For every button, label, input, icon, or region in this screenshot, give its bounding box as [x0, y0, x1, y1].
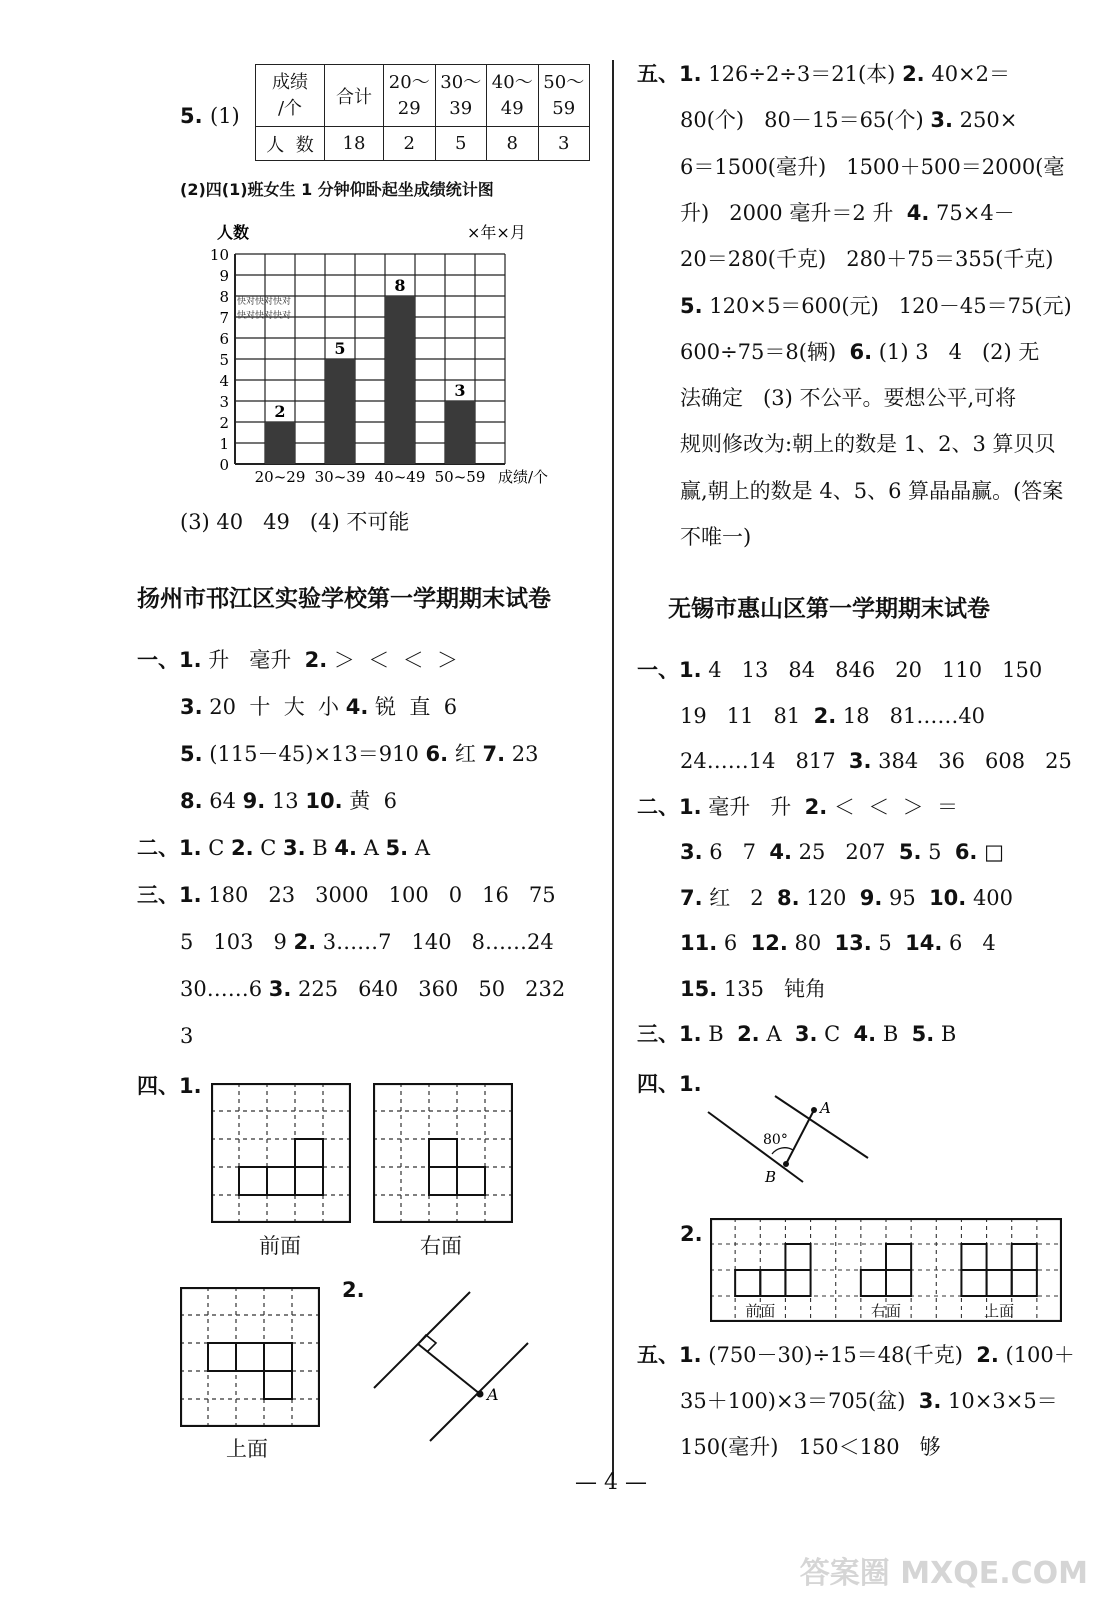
- question-number: 3.: [848, 749, 872, 773]
- answer-text: 35＋100)×3＝705(盆): [680, 1389, 919, 1413]
- bar-chart: [205, 218, 605, 498]
- answer-line: [680, 201, 1015, 225]
- answer-line: [180, 930, 554, 954]
- answer-text: □: [977, 840, 1004, 864]
- y-tick-label: 7: [219, 309, 229, 327]
- answer-text: (1) 3 4 (2) 无: [872, 339, 1040, 364]
- q4-2-label-left: 2.: [342, 1278, 365, 1302]
- answer-text: 23: [505, 742, 539, 766]
- shape-cell: [861, 1270, 886, 1296]
- table-header: 合计: [325, 65, 384, 127]
- top-view-grid: [180, 1287, 320, 1427]
- answer-line: [637, 62, 1010, 86]
- y-tick-label: 3: [219, 393, 229, 411]
- question-number: 五、1.: [637, 1343, 702, 1367]
- grid-frame: [181, 1288, 319, 1426]
- shape-cell: [239, 1167, 267, 1195]
- answer-text: A: [408, 836, 430, 860]
- chart-date-label: ×年×月: [467, 223, 526, 242]
- bar-value-label: 2: [274, 402, 286, 421]
- answer-text: 6 4: [942, 931, 996, 955]
- question-number: 2.: [304, 648, 328, 672]
- answer-text: 升 毫升: [201, 648, 305, 672]
- question-number: 12.: [750, 931, 788, 955]
- answer-line: [680, 886, 1013, 910]
- answer-text: A: [357, 836, 386, 860]
- section-title-right: 无锡市惠山区第一学期期末试卷: [668, 596, 990, 622]
- answer-text: 384 36 608 25: [871, 749, 1072, 773]
- question-number: 2.: [902, 62, 925, 86]
- answer-text: C: [253, 836, 284, 860]
- bar: [385, 296, 415, 464]
- answer-line: [680, 840, 1004, 864]
- answer-text: 锐 直 6: [368, 695, 458, 719]
- x-tick-label: 40~49: [374, 468, 426, 486]
- y-tick-label: 2: [219, 414, 229, 432]
- question-number: 15.: [680, 976, 718, 1001]
- watermark: 答案圈 MXQE.COM: [799, 1556, 1088, 1591]
- answer-text: 126÷2÷3＝21(本): [701, 62, 903, 86]
- bar-value-label: 8: [394, 276, 406, 295]
- question-number: 4.: [853, 1022, 877, 1046]
- answer-text: 毫升 升: [701, 794, 805, 819]
- y-tick-label: 4: [219, 372, 229, 390]
- answer-line: [180, 977, 565, 1001]
- question-number: 13.: [834, 931, 872, 955]
- question-number: 4.: [345, 695, 369, 719]
- view-label: 右面: [870, 1302, 902, 1320]
- y-tick-label: 6: [219, 330, 229, 348]
- shape-cell: [295, 1167, 323, 1195]
- shape-cell: [735, 1270, 760, 1296]
- point-a-label: A: [487, 1385, 499, 1404]
- chart-scribble: 快对快对快对: [237, 311, 292, 321]
- answer-line: [680, 1435, 941, 1459]
- answer-line: [680, 749, 1072, 773]
- shape-cell: [429, 1139, 457, 1167]
- question-number: 五、1.: [637, 62, 702, 86]
- answer-line: [137, 883, 556, 907]
- score-table: [255, 64, 590, 161]
- answer-text: C: [201, 836, 232, 860]
- y-tick-label: 9: [219, 267, 229, 285]
- answer-text: 红 2: [702, 885, 778, 910]
- shape-cell: [264, 1343, 292, 1371]
- chart-scribble: 快对快对快对: [237, 297, 292, 307]
- answer-text: 120: [799, 885, 860, 910]
- view-label: 前面: [745, 1302, 776, 1320]
- answer-text: 250×: [952, 108, 1018, 133]
- answer-line: [680, 386, 1016, 410]
- answer-text: 升) 2000 毫升＝2 升: [680, 200, 907, 225]
- answer-line: [680, 247, 1054, 271]
- y-tick-label: 10: [209, 246, 229, 264]
- answer-line: [680, 432, 1056, 456]
- angle-label: 80°: [763, 1132, 788, 1148]
- three-views-grid: [710, 1218, 1062, 1322]
- question-number: 三、1.: [637, 1022, 702, 1046]
- shape-cell: [785, 1244, 810, 1270]
- bar-value-label: 3: [454, 381, 466, 400]
- question-number: 8.: [777, 885, 800, 910]
- question-number: 4.: [906, 200, 930, 225]
- answer-text: 法确定 (3) 不公平。要想公平,可将: [680, 386, 1017, 411]
- answer-text: 30……6: [180, 977, 269, 1001]
- question-number: 5.: [911, 1022, 935, 1046]
- answer-line: [680, 931, 996, 955]
- answer-text: 24……14 817: [680, 749, 849, 773]
- answer-text: 80(个) 80－15＝65(个): [680, 108, 931, 133]
- question-number: 3.: [918, 1389, 942, 1413]
- grid-frame: [374, 1084, 512, 1222]
- answer-text: 规则修改为:朝上的数是 1、2、3 算贝贝: [680, 432, 1056, 457]
- question-number: 7.: [680, 885, 703, 910]
- answer-text: 4 13 84 846 20 110 150: [701, 658, 1043, 682]
- shape-cell: [886, 1244, 911, 1270]
- answer-line: [180, 1024, 193, 1048]
- question-number: 二、1.: [637, 794, 702, 819]
- grid-frame: [212, 1084, 350, 1222]
- y-tick-label: 5: [219, 351, 229, 369]
- x-tick-label: 50~59: [434, 468, 486, 486]
- front-view-label: 前面: [259, 1234, 301, 1258]
- answer-text: 64: [202, 789, 243, 813]
- answer-text: 400: [966, 885, 1014, 910]
- answer-text: 19 11 81: [680, 703, 814, 728]
- section-title-left: 扬州市邗江区实验学校第一学期期末试卷: [137, 586, 551, 612]
- answer-line: [680, 704, 985, 728]
- y-tick-label: 0: [219, 456, 229, 474]
- shape-cell: [1012, 1270, 1037, 1296]
- answer-line: [680, 155, 1064, 179]
- shape-cell: [295, 1139, 323, 1167]
- question-number: 2.: [737, 1022, 760, 1046]
- question-number: 10.: [929, 885, 967, 910]
- question-number: 11.: [680, 931, 718, 955]
- answer-text: 5: [921, 840, 955, 864]
- answer-text: 135 钝角: [717, 976, 826, 1001]
- shape-cell: [267, 1167, 295, 1195]
- q4-label-left: 四、1.: [137, 1074, 202, 1098]
- angle-diagram: [705, 1090, 875, 1190]
- question-number: 4.: [769, 840, 792, 864]
- question-number: 7.: [482, 742, 506, 766]
- y-tick-label: 1: [219, 435, 229, 453]
- chart-caption: (2)四(1)班女生 1 分钟仰卧起坐成绩统计图: [180, 180, 494, 199]
- table-header: 50～ 59: [538, 65, 590, 127]
- answer-text: 25 207: [791, 840, 899, 864]
- answer-line: [637, 1343, 1075, 1367]
- shape-cell: [961, 1270, 986, 1296]
- right-view-label: 右面: [420, 1234, 462, 1258]
- question-number: 2.: [231, 836, 254, 860]
- question-number: 10.: [305, 789, 343, 813]
- question-number: 5.: [180, 742, 203, 766]
- question-number: 一、1.: [637, 658, 702, 682]
- answer-line: [680, 108, 1017, 132]
- answer-text: 150(毫升) 150＜180 够: [680, 1435, 941, 1459]
- question-number: 4.: [334, 836, 358, 860]
- question-number: 二、1.: [137, 836, 202, 860]
- answer-text: 3: [180, 1024, 194, 1048]
- answer-text: 黄 6: [342, 789, 397, 813]
- question-number: 6.: [425, 742, 449, 766]
- answer-text: A: [759, 1022, 795, 1046]
- shape-cell: [1012, 1244, 1037, 1270]
- question-number: 8.: [180, 789, 203, 813]
- question-number: 6.: [954, 840, 978, 864]
- top-view-label: 上面: [226, 1437, 268, 1461]
- answer-text: 13: [265, 789, 306, 813]
- answer-line: [680, 977, 826, 1001]
- point-b-label: B: [765, 1168, 777, 1186]
- answer-text: 20＝280(千克) 280＋75＝355(千克): [680, 247, 1054, 272]
- question-number: 3.: [930, 108, 953, 133]
- answer-text: 18 81……40: [836, 703, 986, 728]
- right-view-grid: [373, 1083, 513, 1223]
- shape-cell: [457, 1167, 485, 1195]
- answer-text: ＞ ＜ ＜ ＞: [327, 648, 458, 672]
- shape-cell: [961, 1244, 986, 1270]
- answer-line: [637, 658, 1042, 682]
- x-tick-label: 20~29: [254, 468, 306, 486]
- answer-line: [680, 340, 1039, 364]
- question-number: 3.: [180, 695, 203, 719]
- answer-line: [680, 1389, 1058, 1413]
- q4-label-right: 四、1.: [637, 1072, 702, 1096]
- answer-line: [137, 836, 430, 860]
- shape-cell: [987, 1270, 1012, 1296]
- point-a-label: A: [820, 1099, 831, 1117]
- question-number: 6.: [849, 339, 873, 364]
- shape-cell: [208, 1343, 236, 1371]
- answer-line: [637, 795, 958, 819]
- answer-text: 20 十 大 小: [202, 695, 346, 719]
- perpendicular-lines-diagram: [370, 1288, 540, 1448]
- question-number: 2.: [813, 703, 837, 728]
- answer-text: 红: [448, 742, 483, 766]
- answer-text: 180 23 3000 100 0 16 75: [201, 883, 556, 907]
- shape-cell: [264, 1371, 292, 1399]
- answer-text: 6: [717, 931, 751, 955]
- front-view-grid: [211, 1083, 351, 1223]
- table-cell: 3: [538, 127, 590, 161]
- question-number: 5.: [385, 836, 409, 860]
- view-label: 上面: [984, 1302, 1015, 1320]
- answer-line: [680, 479, 1063, 503]
- answer-line: [680, 525, 751, 549]
- question-number: 5.: [898, 840, 922, 864]
- question-number: 2.: [976, 1343, 999, 1367]
- answer-text: 10×3×5＝: [941, 1389, 1058, 1413]
- answer-text: 40×2＝: [924, 62, 1011, 86]
- question-number: 2.: [293, 930, 317, 954]
- answer-text: 5: [871, 931, 906, 955]
- question-number: 3.: [794, 1022, 818, 1046]
- question-number: 9.: [242, 789, 266, 813]
- answer-text: 600÷75＝8(辆): [680, 339, 850, 364]
- table-cell: 2: [384, 127, 436, 161]
- answer-text: B: [701, 1022, 738, 1046]
- answer-text: ＜ ＜ ＞ ＝: [827, 794, 958, 819]
- q5-label: 5.: [180, 104, 203, 128]
- question-number: 三、1.: [137, 883, 202, 907]
- q5-3-answer: (3) 40 49 (4) 不可能: [180, 510, 410, 534]
- answer-text: C: [817, 1022, 854, 1046]
- answer-text: (750－30)÷15＝48(千克): [701, 1343, 977, 1367]
- x-tick-label: 30~39: [314, 468, 366, 486]
- question-number: 2.: [804, 794, 828, 819]
- answer-text: 225 640 360 50 232: [291, 977, 566, 1001]
- table-header: 40～ 49: [487, 65, 539, 127]
- shape-cell: [785, 1270, 810, 1296]
- answer-text: (100＋: [998, 1343, 1075, 1367]
- q5-sub: (1): [210, 104, 240, 128]
- shape-cell: [236, 1343, 264, 1371]
- answer-text: B: [934, 1022, 957, 1046]
- y-tick-label: 8: [219, 288, 229, 306]
- table-row-label: 人 数: [256, 127, 325, 161]
- answer-text: 不唯一): [680, 525, 752, 549]
- bar: [445, 401, 475, 464]
- answer-line: [680, 294, 1072, 318]
- answer-line: [180, 695, 457, 719]
- y-axis-label: 人数: [217, 223, 250, 242]
- answer-text: 95: [882, 885, 930, 910]
- column-divider: [612, 60, 614, 1480]
- table-header: 20～ 29: [384, 65, 436, 127]
- answer-text: B: [876, 1022, 912, 1046]
- shape-cell: [760, 1270, 785, 1296]
- answer-text: 6＝1500(毫升) 1500＋500＝2000(毫: [680, 154, 1065, 179]
- answer-line: [180, 789, 397, 813]
- answer-text: 3……7 140 8……24: [316, 930, 554, 954]
- question-number: 9.: [859, 885, 883, 910]
- answer-text: 80: [787, 931, 835, 955]
- shape-cell: [429, 1167, 457, 1195]
- answer-text: 5 103 9: [180, 930, 294, 954]
- answer-text: (115－45)×13＝910: [202, 742, 426, 766]
- question-number: 3.: [283, 836, 306, 860]
- table-cell: 5: [435, 127, 487, 161]
- bar: [265, 422, 295, 464]
- bar-value-label: 5: [334, 339, 346, 358]
- answer-line: [637, 1022, 956, 1046]
- table-header: 成绩 /个: [256, 65, 325, 127]
- page-number: — 4 —: [575, 1470, 647, 1495]
- answer-line: [180, 742, 539, 766]
- question-number: 一、1.: [137, 648, 202, 672]
- answer-text: B: [305, 836, 335, 860]
- question-number: 3.: [680, 840, 703, 864]
- answer-text: 赢,朝上的数是 4、5、6 算晶晶赢。(答案: [680, 478, 1064, 503]
- table-cell: 18: [325, 127, 384, 161]
- table-cell: 8: [487, 127, 539, 161]
- bar: [325, 359, 355, 464]
- answer-text: 6 7: [702, 840, 770, 864]
- answer-text: 75×4－: [929, 200, 1015, 225]
- question-number: 14.: [905, 931, 943, 955]
- x-axis-label: 成绩/个: [498, 468, 549, 486]
- question-number: 5.: [680, 293, 703, 318]
- question-number: 3.: [268, 977, 292, 1001]
- table-header: 30～ 39: [435, 65, 487, 127]
- shape-cell: [886, 1270, 911, 1296]
- answer-line: [137, 648, 458, 672]
- answer-text: 120×5＝600(元) 120－45＝75(元): [702, 293, 1072, 318]
- q4-2-label-right: 2.: [680, 1222, 703, 1246]
